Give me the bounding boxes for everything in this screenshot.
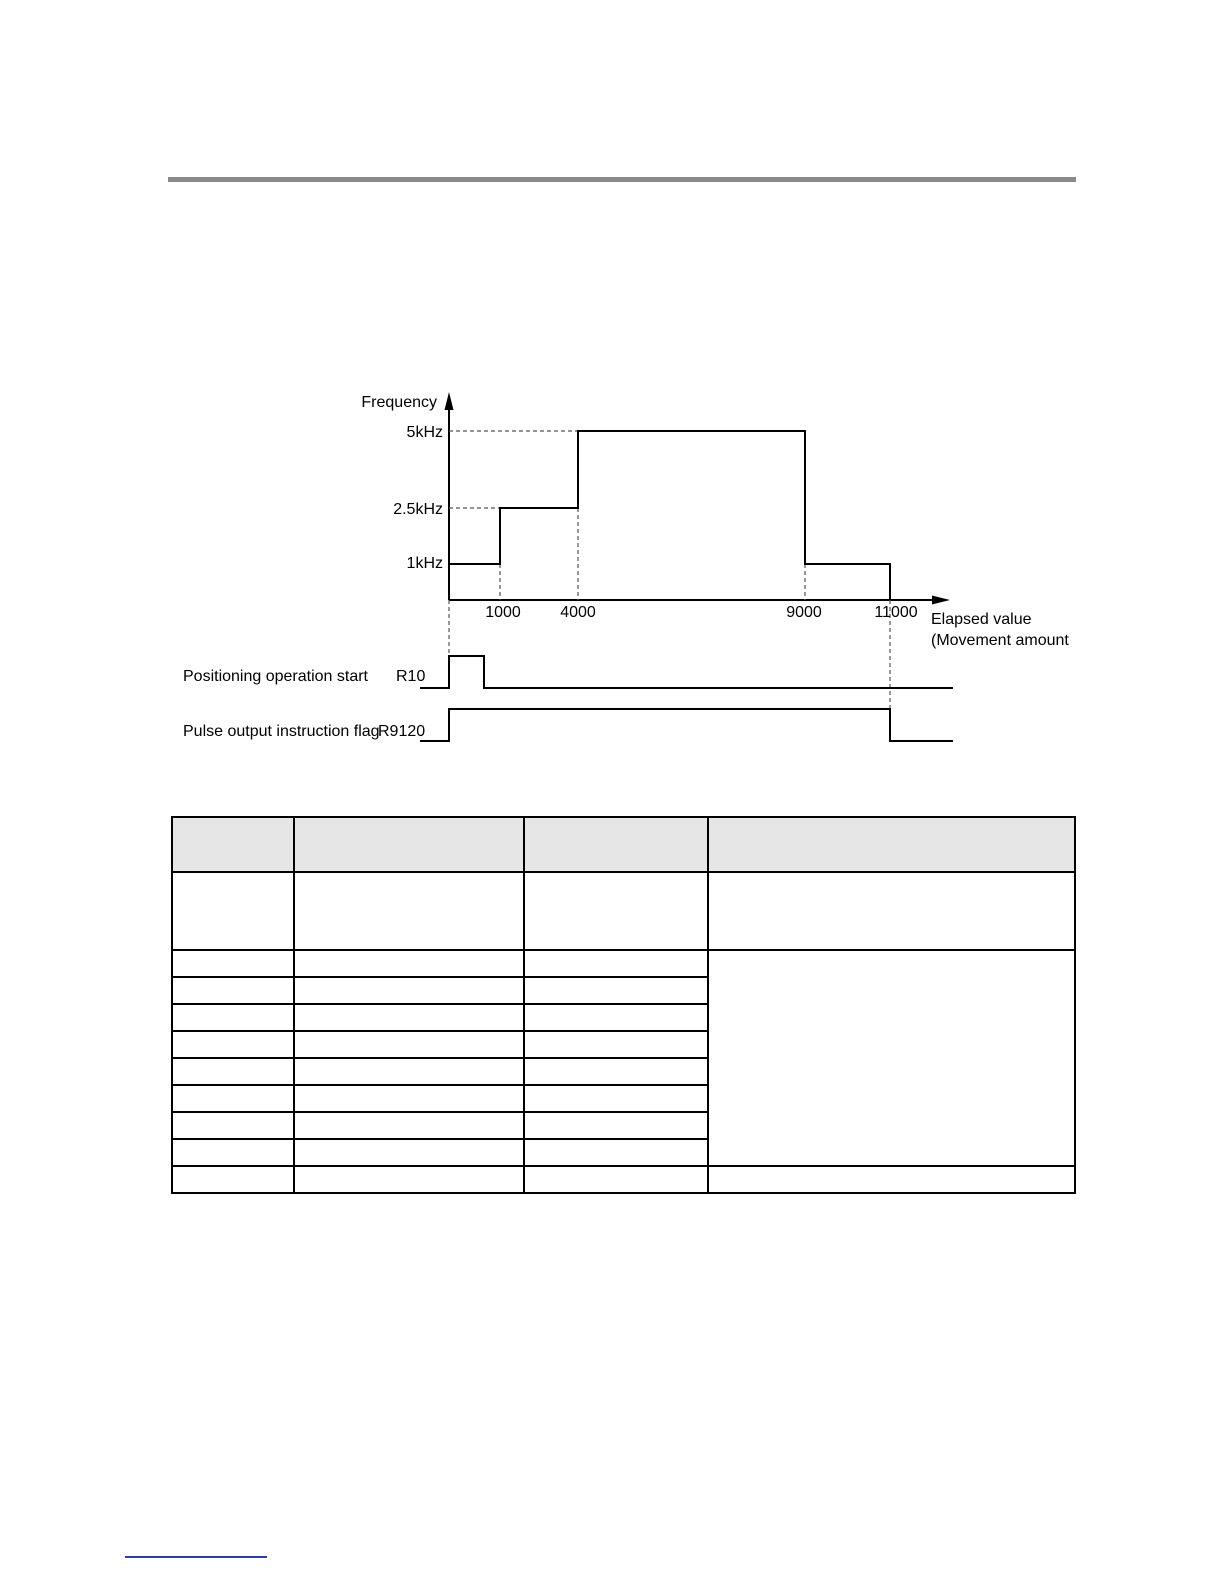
table-cell: [294, 1031, 524, 1058]
header-cell: [708, 817, 1075, 872]
table-cell: [294, 1004, 524, 1031]
table-cell: [294, 1058, 524, 1085]
table-cell: [172, 1031, 294, 1058]
table-row: [172, 1166, 1075, 1193]
table-cell: [524, 1166, 708, 1193]
frequency-profile: [449, 431, 890, 600]
guide-lines: [449, 431, 890, 708]
table-cell: [524, 1058, 708, 1085]
table-cell: [524, 1139, 708, 1166]
table-header-row: [172, 817, 1075, 872]
table-cell: [524, 872, 708, 950]
table-cell: [294, 1166, 524, 1193]
table-cell: [294, 950, 524, 977]
signal-r10-name: Positioning operation start: [183, 668, 368, 685]
signal-r10-id: R10: [396, 668, 426, 685]
freq-label-2-5khz: 2.5kHz: [393, 501, 443, 518]
parameter-table: [171, 816, 1076, 1194]
table-cell-merged: [708, 950, 1075, 1166]
x-axis-label-line1: Elapsed value: [931, 611, 1032, 628]
signal-r9120-name: Pulse output instruction flag: [183, 723, 380, 740]
tick-label-9000: 9000: [786, 604, 822, 621]
table-cell: [172, 1166, 294, 1193]
header-cell: [172, 817, 294, 872]
x-axis-label-line2: (Movement amount: [931, 632, 1069, 649]
freq-label-1khz: 1kHz: [406, 555, 443, 572]
table-cell: [172, 1139, 294, 1166]
table-row: [172, 872, 1075, 950]
signal-r9120-waveform: [420, 709, 953, 741]
footer-link-underline[interactable]: [125, 1556, 267, 1558]
table-cell: [172, 950, 294, 977]
table-row: [172, 950, 1075, 977]
table-cell: [294, 977, 524, 1004]
table-cell: [294, 1085, 524, 1112]
y-axis-label: Frequency: [361, 394, 437, 411]
table-cell: [294, 1112, 524, 1139]
signal-r10-waveform: [420, 656, 953, 688]
table-cell: [172, 977, 294, 1004]
header-cell: [294, 817, 524, 872]
table-cell: [172, 872, 294, 950]
table-cell: [294, 1139, 524, 1166]
table-cell: [524, 950, 708, 977]
signal-r9120-id: R9120: [378, 723, 426, 740]
table-cell: [708, 1166, 1075, 1193]
table-cell: [172, 1085, 294, 1112]
table-cell: [524, 1085, 708, 1112]
tick-label-11000: 11000: [874, 604, 918, 621]
y-axis-arrow: [445, 392, 454, 410]
table-cell: [524, 1112, 708, 1139]
table-cell: [172, 1004, 294, 1031]
table-cell: [172, 1058, 294, 1085]
freq-label-5khz: 5kHz: [406, 424, 443, 441]
table-cell: [524, 1004, 708, 1031]
table-cell: [294, 872, 524, 950]
table-cell: [172, 1112, 294, 1139]
table-cell: [524, 977, 708, 1004]
table-cell: [708, 872, 1075, 950]
table-cell: [524, 1031, 708, 1058]
x-axis-arrow: [932, 596, 950, 605]
header-cell: [524, 817, 708, 872]
tick-label-1000: 1000: [485, 604, 521, 621]
tick-label-4000: 4000: [560, 604, 596, 621]
